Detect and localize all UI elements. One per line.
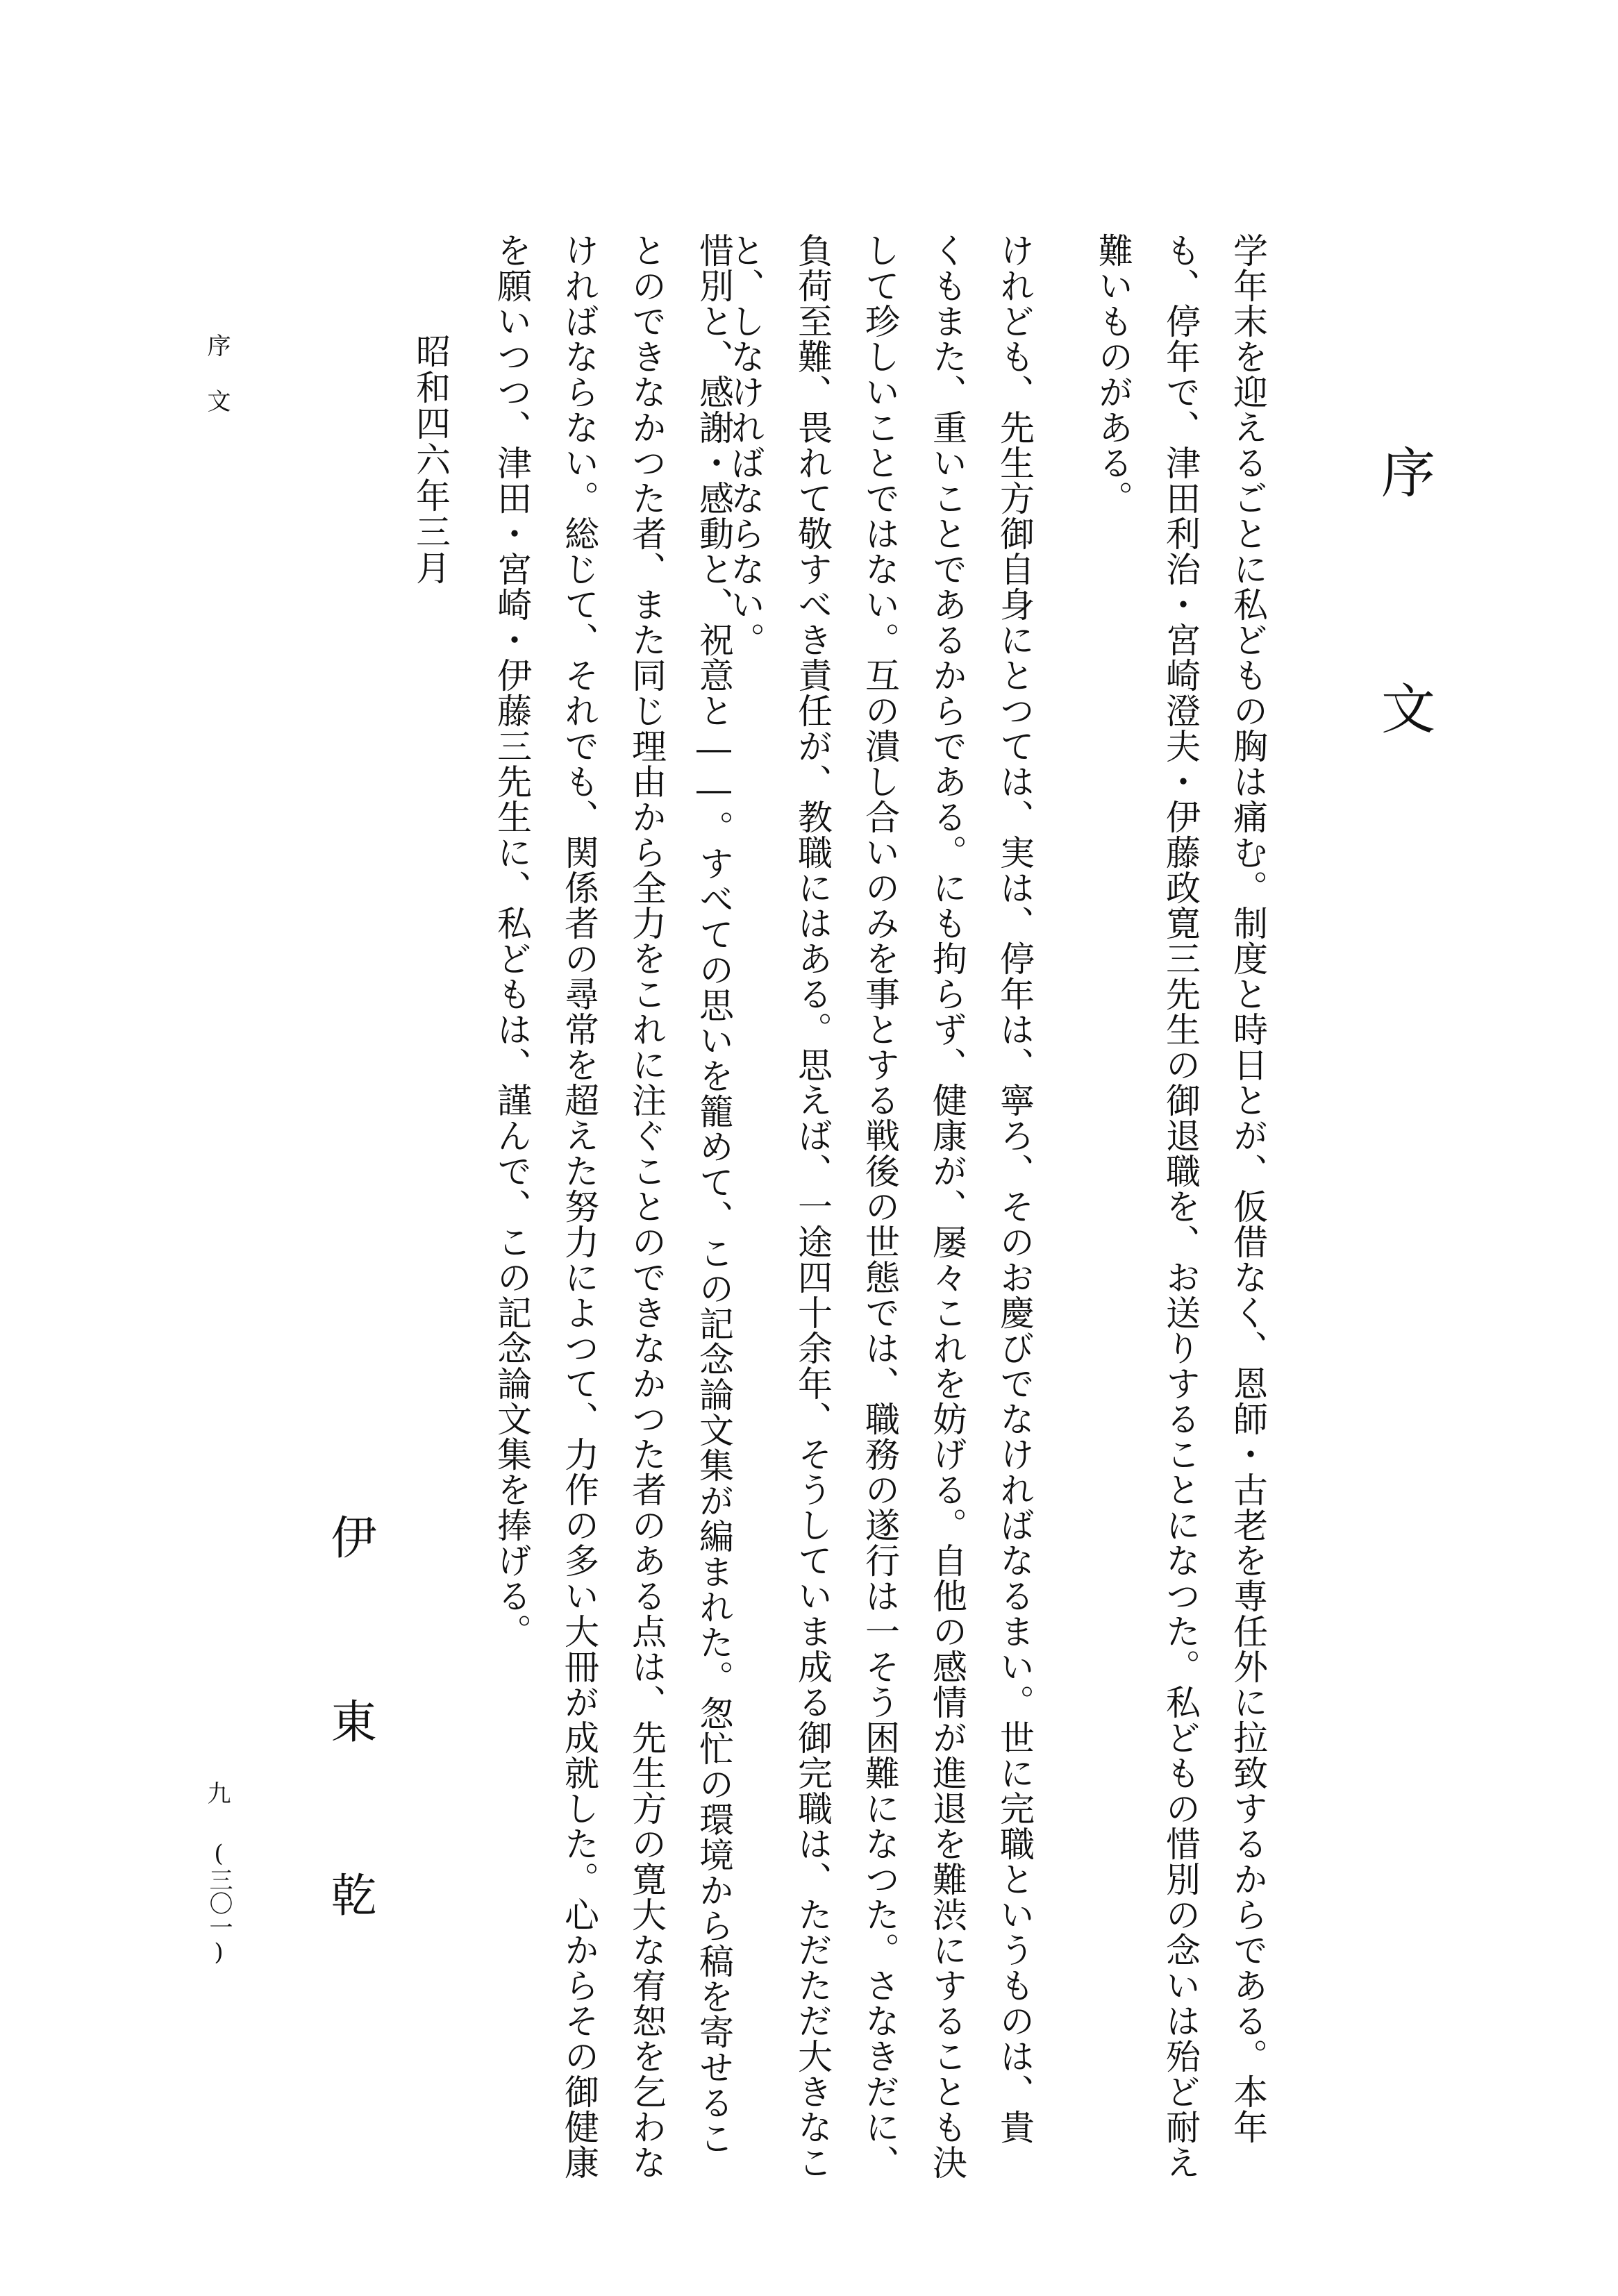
author-char-1: 伊	[323, 1514, 376, 1559]
running-head-char-2: 文	[203, 389, 231, 412]
author-char-3: 乾	[323, 1871, 376, 1917]
date-line: 昭和四六年三月	[410, 333, 451, 586]
body-column-8: と、しなければならない。	[725, 233, 765, 657]
author-char-2: 東	[323, 1698, 376, 1743]
heading-char-1: 序	[1372, 444, 1435, 498]
body-column-3: 難いものがある。	[1093, 233, 1133, 516]
body-column-10: とのできなかつた者、また同じ理由から全力をこれに注ぐことのできなかつた者のある点は、先生方の寛大な宥恕を乞わな	[626, 233, 667, 2180]
page-number: 九	[203, 1781, 231, 1804]
body-column-9: 惜別と、感謝・感動と、祝意と――。すべての思いを籠めて、この記念論文集が編まれた。怱忙の環境から稿を寄せるこ	[694, 233, 734, 2156]
body-column-2: も、停年で、津田利治・宮崎澄夫・伊藤政寛三先生の御退職を、お送りすることになつた。私どもの惜別の念いは殆ど耐え	[1160, 233, 1201, 2180]
body-column-11: ければならない。総じて、それでも、関係者の尋常を超えた努力によつて、力作の多い大冊が成就した。心からその御健康	[559, 233, 599, 2180]
running-head-char-1: 序	[203, 333, 231, 357]
body-column-7: 負荷至難、畏れて敬すべき責任が、教職にはある。思えば、一途四十余年、そうしていま成る御完職は、ただただ大きなこ	[792, 233, 833, 2180]
page-number-alt: (三〇一)	[205, 1840, 233, 1966]
body-column-12: を願いつつ、津田・宮崎・伊藤三先生に、私どもは、謹んで、この記念論文集を捧げる。	[492, 233, 532, 1649]
body-column-5: くもまた、重いことであるからである。にも拘らず、健康が、屡々これを妨げる。自他の感情が進退を難渋にすることも決	[927, 233, 967, 2180]
body-column-6: して珍しいことではない。互の潰し合いのみを事とする戦後の世態では、職務の遂行は一そう困難になつた。さなきだに、	[860, 233, 900, 2180]
heading-char-2: 文	[1372, 680, 1435, 735]
body-column-4: けれども、先生方御自身にとつては、実は、停年は、寧ろ、そのお慶びでなければなるまい。世に完職というものは、貴	[994, 233, 1035, 2145]
body-column-1: 学年末を迎えるごとに私どもの胸は痛む。制度と時日とが、仮借なく、恩師・古老を専任外に拉致するからである。本年	[1228, 233, 1268, 2145]
